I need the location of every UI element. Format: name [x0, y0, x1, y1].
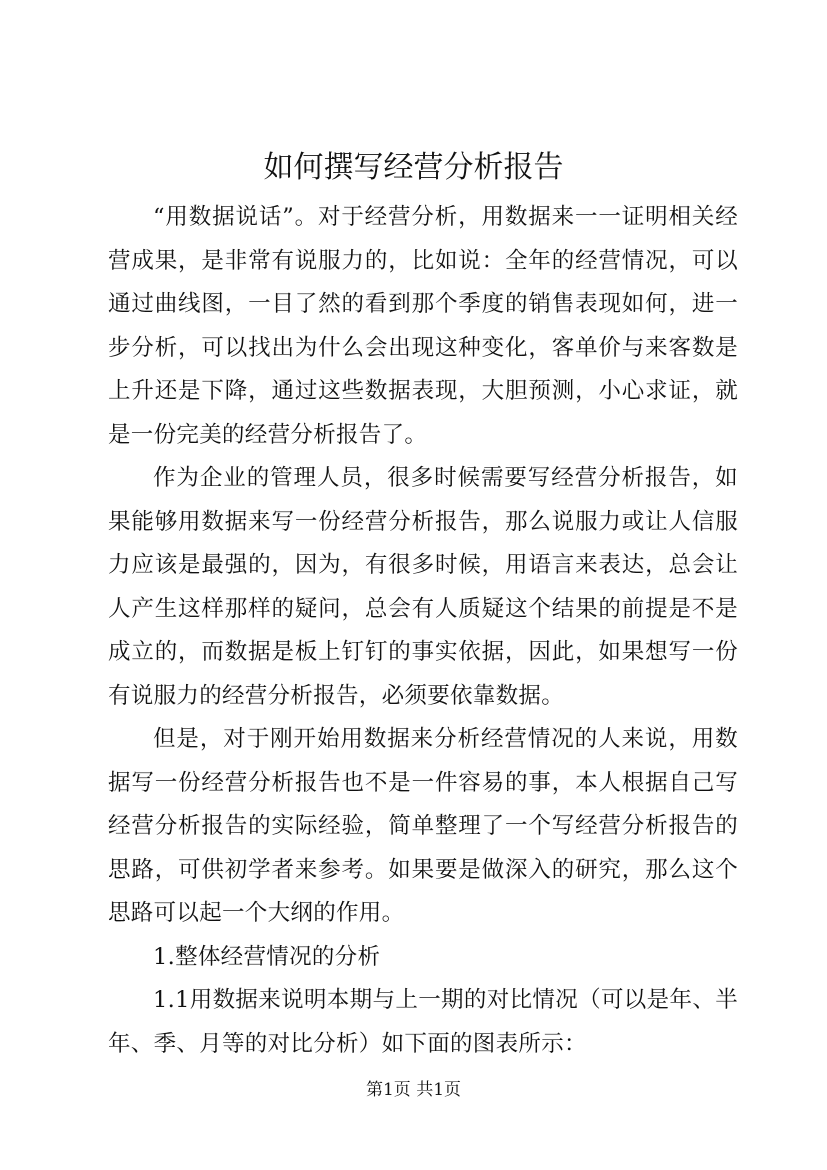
document-body: [108, 196, 738, 1066]
page-footer: 第1页 共1页: [365, 1080, 462, 1100]
paragraph-beginners: 但是，对于刚开始用数据来分析经营情况的人来说，用数据写一份经营分析报告也不是一件容易的事，本人根据自己写经营分析报告的实际经验，简单整理了一个写经营分析报告的思路，可供初学者来参考。如果要是做深入的研究，那么这个思路可以起一个大纲的作用。: [108, 726, 738, 926]
paragraph-managers: 作为企业的管理人员，很多时候需要写经营分析报告，如果能够用数据来写一份经营分析报告，那么说服力或让人信服力应该是最强的，因为，有很多时候，用语言来表达，总会让人产生这样那样的疑问，总会有人质疑这个结果的前提是不是成立的，而数据是板上钉钉的事实依据，因此，如果想写一份有说服力的经营分析报告，必须要依靠数据。: [108, 465, 738, 709]
document-title: 如何撰写经营分析报告: [263, 150, 564, 185]
paragraph-data-speaks: “用数据说话”。对于经营分析，用数据来一一证明相关经营成果，是非常有说服力的，比如说：全年的经营情况，可以通过曲线图，一目了然的看到那个季度的销售表现如何，进一步分析，可以找出为什么会出现这种变化，客单价与来客数是上升还是下降，通过这些数据表现，大胆预测，小心求证，就是一份完美的经营分析报告了。: [108, 204, 738, 448]
section-heading-overall-analysis: 1.整体经营情况的分析: [153, 943, 381, 970]
paragraph-period-comparison: 1.1用数据来说明本期与上一期的对比情况（可以是年、半年、季、月等的对比分析）如下面的图表所示：: [108, 987, 738, 1057]
